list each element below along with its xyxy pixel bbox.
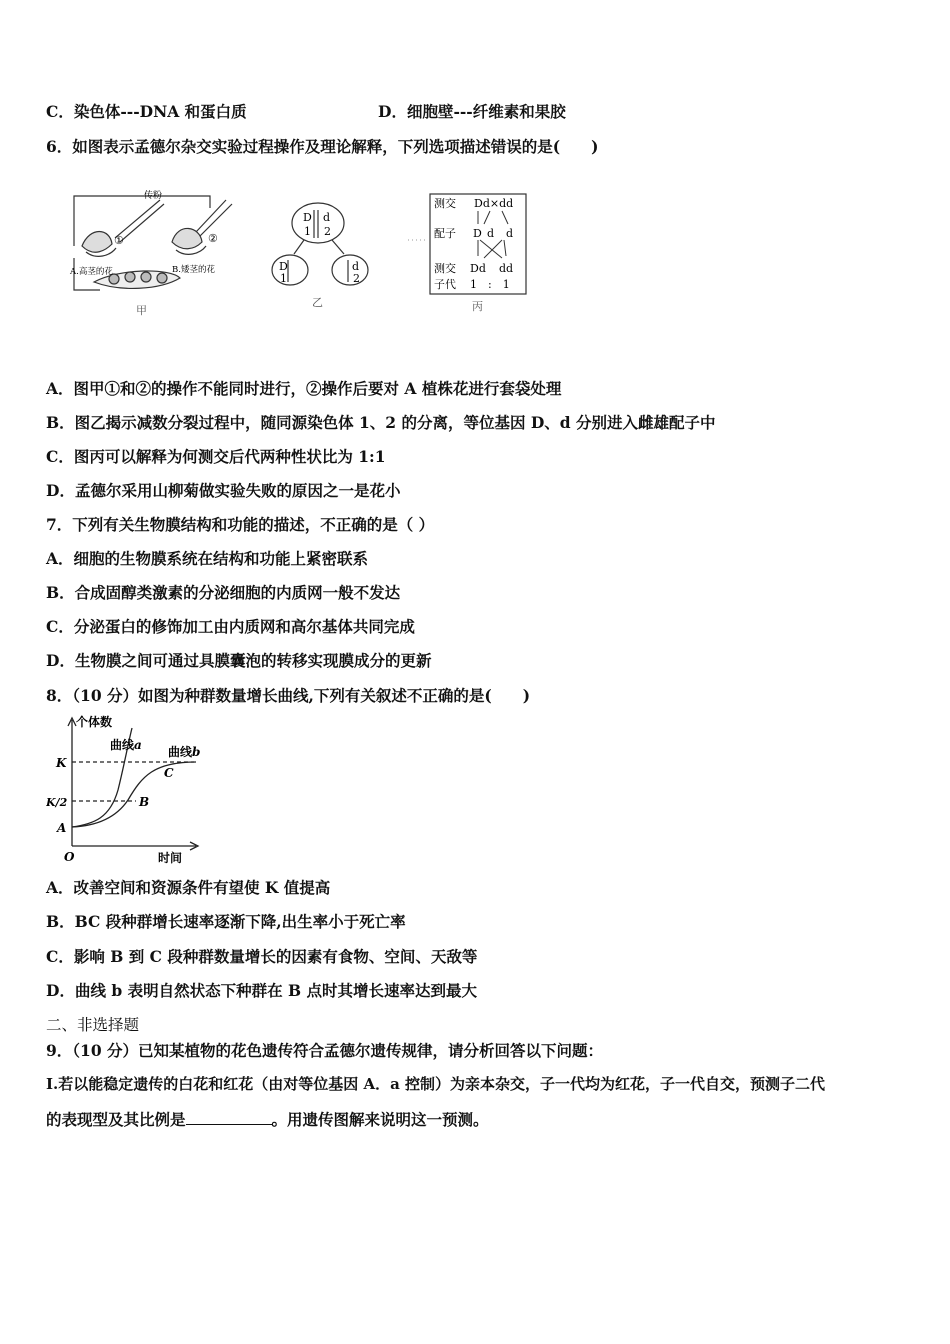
bing-row1-label: 测交 <box>434 197 456 210</box>
q6-option-c: C．图丙可以解释为何测交后代两种性状比为 1:1 <box>46 447 386 466</box>
q7-option-c: C．分泌蛋白的修饰加工由内质网和高尔基体共同完成 <box>46 617 415 636</box>
yi-left-1: 1 <box>280 272 287 285</box>
point-B: B <box>139 795 150 809</box>
q9-stem: 9．（10 分）已知某植物的花色遗传符合孟德尔遗传规律，请分析回答以下问题： <box>46 1041 604 1060</box>
q7-stem: 7．下列有关生物膜结构和功能的描述，不正确的是（ ） <box>46 515 435 534</box>
q7-option-b: B．合成固醇类激素的分泌细胞的内质网一般不发达 <box>46 583 401 602</box>
yi-top-1: 1 <box>304 225 311 238</box>
tick-K: K <box>56 756 67 770</box>
point-C: C <box>164 766 174 780</box>
population-growth-chart <box>46 714 206 866</box>
q7-option-a: A．细胞的生物膜系统在结构和功能上紧密联系 <box>46 549 369 568</box>
bing-offspring-dd: dd <box>499 262 514 275</box>
point-A: A <box>57 821 67 835</box>
q8-option-c: C．影响 B 到 C 段种群数量增长的因素有食物、空间、天敌等 <box>46 947 478 966</box>
q7-option-d: D．生物膜之间可通过具膜囊泡的转移实现膜成分的更新 <box>46 651 432 670</box>
q9-part1-line2 <box>46 1109 489 1131</box>
figure-yi-caption: 乙 <box>312 296 323 309</box>
yi-right-d: d <box>352 260 360 273</box>
yi-right-2: 2 <box>353 272 360 285</box>
bing-row2-label: 配子 <box>434 227 456 240</box>
bing-ratio: 1 : 1 <box>470 278 510 291</box>
section-heading: 二、非选择题 <box>46 1016 140 1034</box>
q5-option-c: C．染色体---DNA 和蛋白质 <box>46 102 247 121</box>
flower-a-label: A.高茎的花 <box>70 267 113 277</box>
bing-row1-value: Dd×dd <box>474 197 514 210</box>
flower-b-label: B.矮茎的花 <box>172 265 215 275</box>
curve-a-label: 曲线a <box>110 738 142 752</box>
q6-option-d: D．孟德尔采用山柳菊做实验失败的原因之一是花小 <box>46 481 401 500</box>
bing-row3-label-2: 子代 <box>434 278 456 291</box>
q8-option-b: B．BC 段种群增长速率逐渐下降,出生率小于死亡率 <box>46 912 406 931</box>
figure-yi <box>268 196 376 312</box>
curve-b <box>72 762 196 827</box>
mark-1: ① <box>114 234 124 247</box>
mark-2: ② <box>208 232 218 245</box>
q5-option-d: D．细胞壁---纤维素和果胶 <box>378 102 566 121</box>
figure-jia-caption: 甲 <box>136 304 147 317</box>
answer-blank[interactable] <box>186 1110 272 1125</box>
q8-option-a: A．改善空间和资源条件有望使 K 值提高 <box>46 878 331 897</box>
bing-gamete-d1: d <box>487 227 495 240</box>
bing-offspring-Dd: Dd <box>470 262 486 275</box>
figure-bing <box>406 192 532 316</box>
curve-b-label: 曲线b <box>168 745 201 759</box>
q8-stem: 8．（10 分）如图为种群数量增长曲线,下列有关叙述不正确的是( ) <box>46 686 531 705</box>
figure-jia <box>60 186 240 320</box>
yi-left-D: D <box>279 260 288 273</box>
pollination-label: 传粉 <box>144 191 163 201</box>
q9-part1-line1: I.若以能稳定遗传的白花和红花（由对等位基因 A．a 控制）为亲本杂交，子一代均为红花，子一代自交，预测子二代 <box>46 1075 826 1093</box>
q6-stem: 6．如图表示孟德尔杂交实验过程操作及理论解释，下列选项描述错误的是( ) <box>46 137 599 156</box>
tick-K-half: K/2 <box>46 796 68 809</box>
q9-line2-suffix: 。用遗传图解来说明这一预测。 <box>271 1110 489 1129</box>
q9-line2-prefix: 的表现型及其比例是 <box>46 1110 186 1129</box>
q6-option-b: B．图乙揭示减数分裂过程中，随同源染色体 1、2 的分离，等位基因 D、d 分别进入雌雄配子中 <box>46 413 716 432</box>
yi-top-D: D <box>303 211 312 224</box>
figure-bing-caption: 丙 <box>472 300 483 313</box>
bing-row3-label-1: 测交 <box>434 262 456 275</box>
chart-xlabel: 时间 <box>158 851 183 865</box>
yi-top-d: d <box>323 211 331 224</box>
chart-ylabel: 个体数 <box>76 715 113 729</box>
bing-gamete-d2: d <box>506 227 514 240</box>
q8-option-d: D．曲线 b 表明自然状态下种群在 B 点时其增长速率达到最大 <box>46 981 477 1000</box>
yi-top-2: 2 <box>324 225 331 238</box>
bing-gamete-D: D <box>473 227 482 240</box>
q6-option-a: A．图甲①和②的操作不能同时进行，②操作后要对 A 植株花进行套袋处理 <box>46 379 562 398</box>
chart-origin: O <box>64 850 75 864</box>
